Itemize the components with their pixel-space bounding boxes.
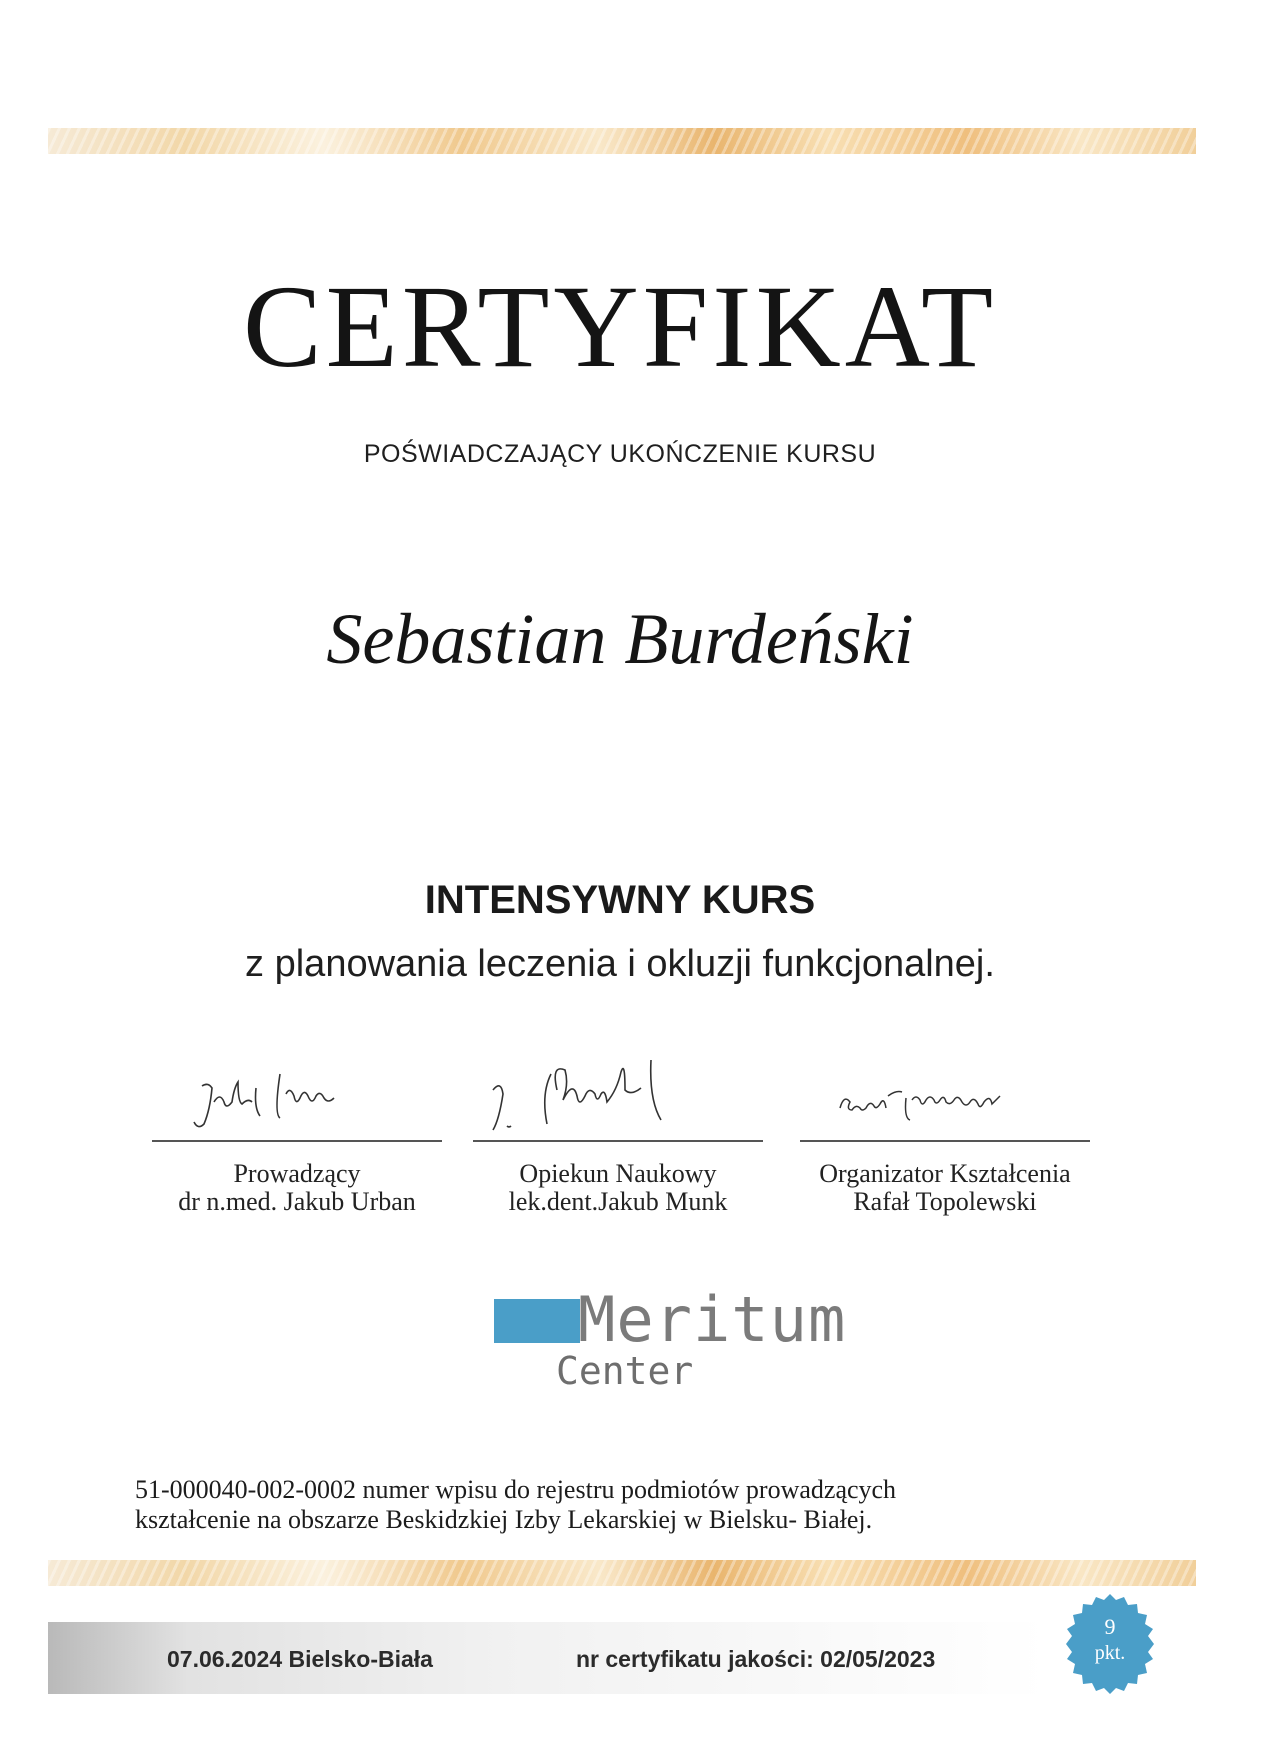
logo-blue-bar [494, 1299, 580, 1343]
signatory-role: Prowadzący [233, 1159, 361, 1188]
signature-line [152, 1140, 442, 1142]
top-gold-border [48, 128, 1196, 154]
registry-line-1: 51-000040-002-0002 numer wpisu do rejestru podmiotów prowadzących [135, 1475, 897, 1504]
points-value: 9 [1104, 1614, 1116, 1639]
registry-statement [135, 1475, 1135, 1535]
signature-block-instructor [152, 1050, 442, 1216]
signatory-role: Organizator Kształcenia [819, 1159, 1071, 1188]
signatory-name: Rafał Topolewski [853, 1187, 1037, 1216]
quality-certificate-number: nr certyfikatu jakości: 02/05/2023 [576, 1646, 936, 1672]
course-description: z planowania leczenia i okluzji funkcjonalnej. [245, 943, 995, 985]
signature-instructor [152, 1050, 442, 1140]
signature-supervisor [473, 1050, 763, 1140]
bottom-gold-border [48, 1560, 1196, 1586]
signatory-name: dr n.med. Jakub Urban [178, 1187, 416, 1216]
signature-line [473, 1140, 763, 1142]
course-title: INTENSYWNY KURS [424, 878, 816, 922]
points-seal [1058, 1592, 1162, 1696]
signatory-name: lek.dent.Jakub Munk [508, 1187, 728, 1216]
signature-block-supervisor [473, 1050, 763, 1216]
signature-line [800, 1140, 1090, 1142]
certificate-subtitle: POŚWIADCZAJĄCY UKOŃCZENIE KURSU [363, 440, 877, 468]
points-unit: pkt. [1094, 1642, 1126, 1664]
logo-wordmark: Meritum [578, 1283, 847, 1356]
logo-subtitle: Center [556, 1349, 694, 1393]
signatory-role: Opiekun Naukowy [519, 1159, 717, 1188]
signature-organizer [800, 1050, 1090, 1140]
certificate-title: CERTYFIKAT [242, 261, 998, 392]
issue-date-place: 07.06.2024 Bielsko-Biała [167, 1646, 433, 1672]
recipient-name: Sebastian Burdeński [326, 599, 914, 679]
signature-block-organizer [800, 1050, 1090, 1216]
registry-line-2: kształcenie na obszarze Beskidzkiej Izby Lekarskiej w Bielsku- Białej. [135, 1505, 873, 1534]
meritum-center-logo [494, 1283, 847, 1395]
